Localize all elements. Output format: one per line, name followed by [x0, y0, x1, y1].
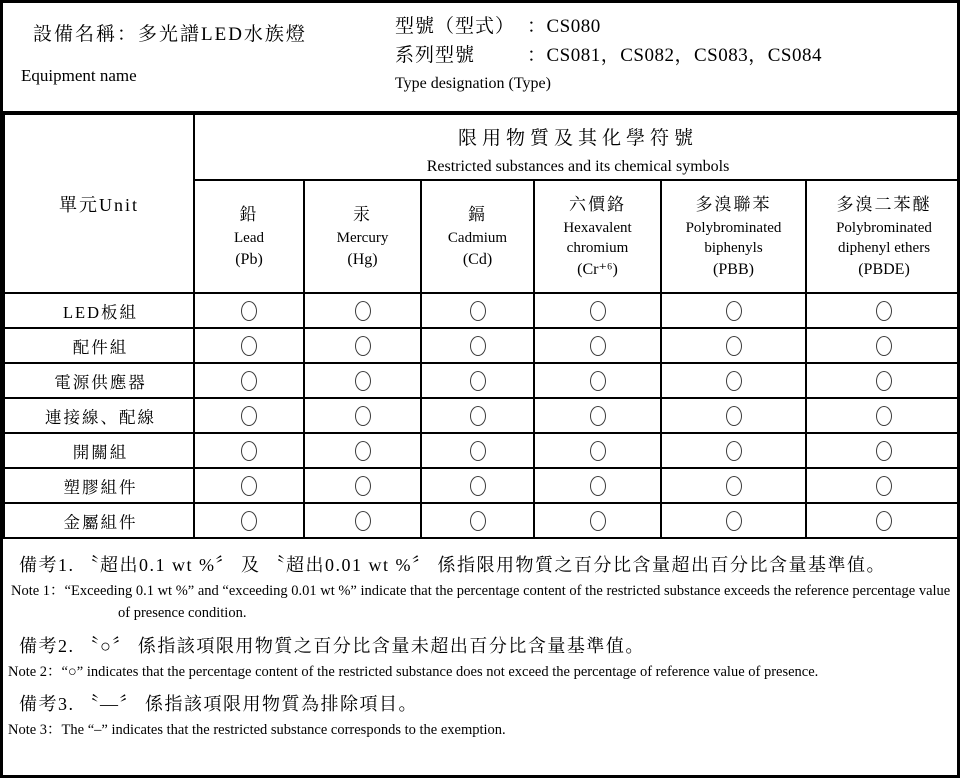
type-designation-block	[395, 3, 957, 111]
circle-mark	[726, 406, 742, 426]
mark-cell	[304, 503, 421, 538]
mark-cell	[806, 398, 960, 433]
circle-mark	[241, 406, 257, 426]
substance-en: Polybrominated diphenyl ethers	[836, 219, 932, 257]
unit-cell: 塑膠組件	[4, 468, 194, 503]
circle-mark	[726, 301, 742, 321]
circle-mark	[590, 441, 606, 461]
substance-header-hg	[304, 180, 421, 293]
circle-mark	[470, 476, 486, 496]
model-row	[395, 11, 957, 38]
circle-mark	[241, 476, 257, 496]
circle-mark	[355, 511, 371, 531]
substance-en: Lead	[234, 229, 264, 246]
substance-symbol: (Hg)	[347, 251, 378, 269]
mark-cell	[304, 398, 421, 433]
mark-cell	[194, 328, 304, 363]
mark-cell	[421, 328, 534, 363]
note-1	[5, 551, 955, 625]
substance-zh: 汞	[353, 204, 372, 224]
circle-mark	[590, 336, 606, 356]
circle-mark	[876, 476, 892, 496]
circle-mark	[470, 441, 486, 461]
note-1-en: Note 1：“Exceeding 0.1 wt %” and “exceeding 0.01 wt %” indicate that the percentage content of the restricted substance exceeds the reference percentage value of presence condition.	[11, 583, 951, 622]
table-row	[4, 328, 960, 363]
circle-mark	[355, 301, 371, 321]
circle-mark	[355, 406, 371, 426]
mark-cell	[661, 363, 806, 398]
model-label: 型號（型式）	[395, 16, 516, 37]
mark-cell	[304, 293, 421, 328]
model-value: ：CS080	[527, 16, 601, 37]
substance-zh: 鉛	[239, 204, 259, 224]
mark-cell	[534, 398, 661, 433]
substance-zh: 多溴聯苯	[695, 194, 772, 214]
circle-mark	[241, 336, 257, 356]
substance-en: Hexavalent chromium	[563, 219, 632, 257]
circle-mark	[876, 406, 892, 426]
unit-column-header: 單元Unit	[4, 114, 194, 293]
substance-zh: 多溴二苯醚	[836, 194, 932, 214]
substance-symbol: (PBB)	[713, 261, 754, 279]
mark-cell	[421, 398, 534, 433]
circle-mark	[590, 406, 606, 426]
mark-cell	[806, 468, 960, 503]
table-row	[4, 433, 960, 468]
mark-cell	[194, 363, 304, 398]
substance-header-cr	[534, 180, 661, 293]
circle-mark	[876, 371, 892, 391]
mark-cell	[194, 468, 304, 503]
circle-mark	[470, 511, 486, 531]
mark-cell	[534, 433, 661, 468]
mark-cell	[806, 433, 960, 468]
substance-symbol: (PBDE)	[858, 261, 910, 279]
mark-cell	[661, 398, 806, 433]
unit-cell: LED板組	[4, 293, 194, 328]
circle-mark	[876, 336, 892, 356]
mark-cell	[534, 293, 661, 328]
note-1-zh: 備考1. 〝超出0.1 wt %〞 及 〝超出0.01 wt %〞 係指限用物質之百分比含量超出百分比含量基準值。	[19, 555, 886, 575]
circle-mark	[726, 476, 742, 496]
mark-cell	[534, 468, 661, 503]
type-designation-en: Type designation (Type)	[395, 75, 551, 92]
mark-cell	[661, 293, 806, 328]
mark-cell	[421, 503, 534, 538]
mark-cell	[661, 328, 806, 363]
unit-cell: 電源供應器	[4, 363, 194, 398]
restricted-substances-table	[3, 113, 960, 539]
circle-mark	[590, 371, 606, 391]
equipment-name-zh: 設備名稱：多光譜LED水族燈	[33, 24, 307, 45]
substance-header-pb	[194, 180, 304, 293]
substance-header-pbde	[806, 180, 960, 293]
unit-cell: 連接線、配線	[4, 398, 194, 433]
mark-cell	[421, 468, 534, 503]
circle-mark	[876, 511, 892, 531]
circle-mark	[355, 336, 371, 356]
circle-mark	[876, 301, 892, 321]
circle-mark	[241, 301, 257, 321]
mark-cell	[661, 468, 806, 503]
substance-header-cd	[421, 180, 534, 293]
equipment-name-block	[3, 3, 395, 111]
circle-mark	[470, 336, 486, 356]
circle-mark	[470, 406, 486, 426]
mark-cell	[421, 293, 534, 328]
circle-mark	[726, 336, 742, 356]
mark-cell	[194, 398, 304, 433]
series-row	[395, 40, 957, 67]
mark-cell	[304, 433, 421, 468]
mark-cell	[421, 363, 534, 398]
substance-symbol: (Pb)	[235, 251, 263, 269]
equipment-name-en: Equipment name	[21, 66, 137, 85]
mark-cell	[304, 328, 421, 363]
mark-cell	[194, 503, 304, 538]
note-3-en: Note 3：The “–” indicates that the restricted substance corresponds to the exemption.	[8, 722, 506, 739]
mark-cell	[194, 293, 304, 328]
circle-mark	[590, 301, 606, 321]
mark-cell	[534, 503, 661, 538]
substance-en: Cadmium	[447, 229, 508, 246]
circle-mark	[590, 476, 606, 496]
circle-mark	[590, 511, 606, 531]
circle-mark	[355, 441, 371, 461]
series-value: ：CS081，CS082，CS083，CS084	[527, 45, 822, 66]
unit-cell: 配件組	[4, 328, 194, 363]
circle-mark	[726, 441, 742, 461]
substance-header-pbb	[661, 180, 806, 293]
circle-mark	[726, 511, 742, 531]
circle-mark	[470, 301, 486, 321]
table-row	[4, 363, 960, 398]
note-2-en: Note 2：“○” indicates that the percentage content of the restricted substance does not exceed the percentage of reference value of presence.	[8, 663, 819, 680]
table-row	[4, 398, 960, 433]
substance-zh: 六價鉻	[569, 194, 626, 214]
circle-mark	[726, 371, 742, 391]
mark-cell	[661, 433, 806, 468]
substance-en: Polybrominated biphenyls	[685, 219, 782, 257]
circle-mark	[241, 511, 257, 531]
note-2	[5, 632, 955, 683]
mark-cell	[194, 433, 304, 468]
table-row	[4, 468, 960, 503]
substance-zh: 鎘	[468, 204, 487, 224]
circle-mark	[470, 371, 486, 391]
mark-cell	[304, 363, 421, 398]
mark-cell	[534, 328, 661, 363]
title-block	[3, 3, 957, 113]
mark-cell	[806, 328, 960, 363]
restricted-substances-header-zh: 限用物質及其化學符號	[458, 127, 699, 149]
substance-symbol: (Cd)	[462, 251, 493, 269]
mark-cell	[534, 363, 661, 398]
note-2-zh: 備考2. 〝○〞 係指該項限用物質之百分比含量未超出百分比含量基準值。	[19, 635, 645, 656]
notes-section	[3, 539, 957, 775]
restricted-substances-header-en: Restricted substances and its chemical symbols	[426, 157, 730, 175]
mark-cell	[661, 503, 806, 538]
restricted-substances-header	[194, 114, 960, 180]
mark-cell	[806, 363, 960, 398]
table-row	[4, 293, 960, 328]
unit-cell: 開關組	[4, 433, 194, 468]
unit-cell: 金屬組件	[4, 503, 194, 538]
circle-mark	[876, 441, 892, 461]
circle-mark	[241, 371, 257, 391]
mark-cell	[806, 503, 960, 538]
mark-cell	[304, 468, 421, 503]
table-header-row-1	[4, 114, 960, 180]
substance-symbol: (Cr⁺⁶)	[577, 261, 618, 279]
series-label: 系列型號	[395, 45, 476, 66]
substance-en: Mercury	[336, 229, 389, 246]
circle-mark	[355, 371, 371, 391]
table-row	[4, 503, 960, 538]
note-3-zh: 備考3. 〝—〞 係指該項限用物質為排除項目。	[19, 694, 418, 715]
note-3	[5, 690, 955, 741]
mark-cell	[421, 433, 534, 468]
mark-cell	[806, 293, 960, 328]
circle-mark	[241, 441, 257, 461]
circle-mark	[355, 476, 371, 496]
